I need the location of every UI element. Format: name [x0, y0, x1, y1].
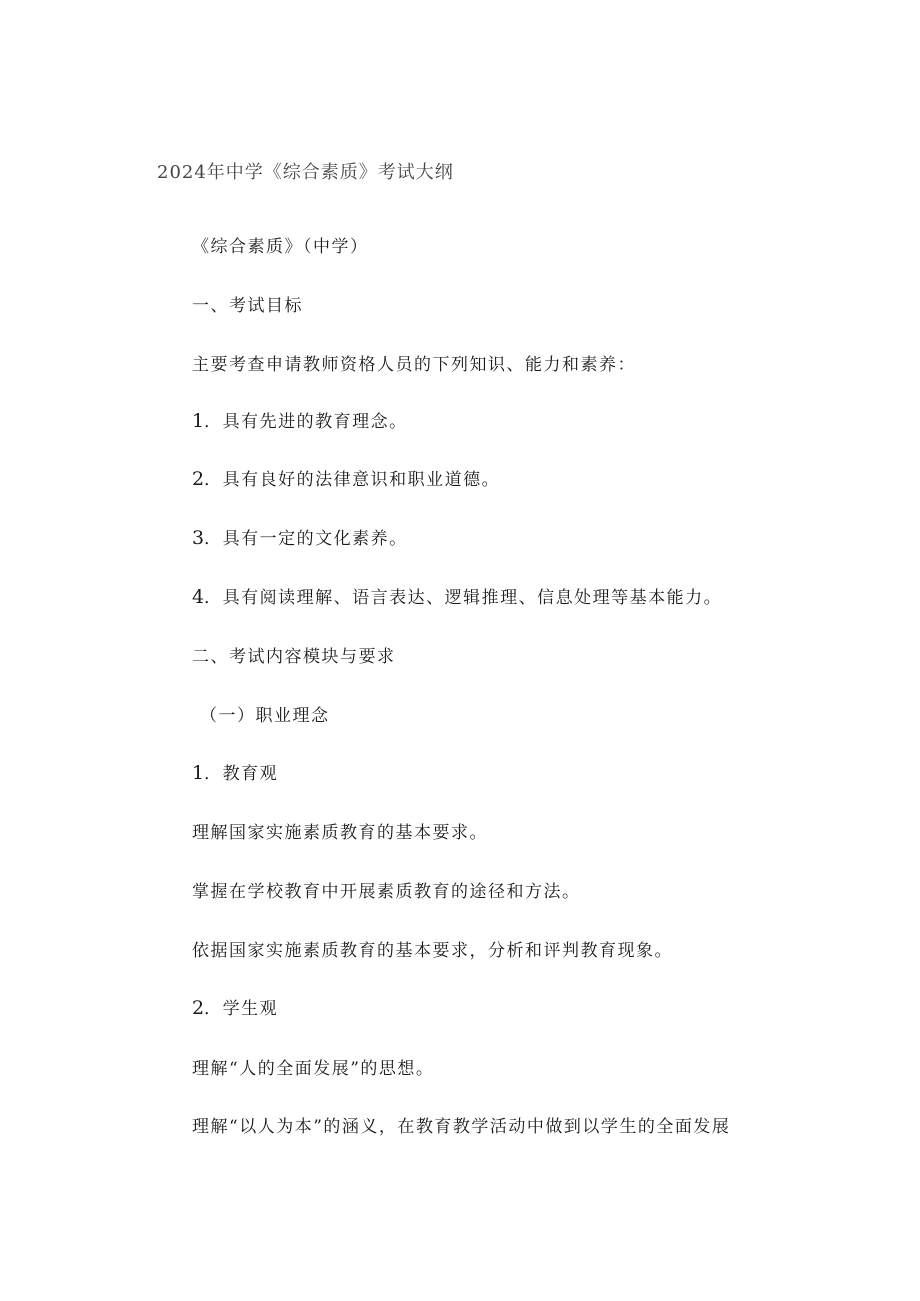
- section-heading-exam-goals: 一、考试目标: [192, 296, 303, 316]
- goal-item: [192, 465, 500, 490]
- goal-text: ．具有一定的文化素养。: [204, 529, 408, 549]
- sub-item-heading: [192, 994, 278, 1019]
- paragraph-line: 依据国家实施素质教育的基本要求，分析和评判教育现象。: [192, 941, 673, 961]
- module-heading-professional-philosophy: （一）职业理念: [200, 706, 330, 726]
- goal-text: ．具有阅读理解、语言表达、逻辑推理、信息处理等基本能力。: [204, 588, 723, 608]
- exam-goals-intro: 主要考查申请教师资格人员的下列知识、能力和素养：: [192, 355, 636, 375]
- sub-item-text: ．教育观: [204, 764, 279, 784]
- paragraph-line: 理解“以人为本”的涵义，在教育教学活动中做到以学生的全面发展: [192, 1117, 731, 1137]
- paragraph-line: 掌握在学校教育中开展素质教育的途径和方法。: [192, 882, 581, 902]
- goal-item: [192, 583, 722, 608]
- paragraph-line: 理解“人的全面发展”的思想。: [192, 1059, 435, 1079]
- sub-item-number: 2: [192, 997, 205, 1019]
- goal-number: 1: [192, 410, 205, 432]
- goal-item: [192, 524, 408, 549]
- goal-number: 3: [192, 527, 205, 549]
- goal-number: 4: [192, 586, 205, 608]
- paragraph-line: 理解国家实施素质教育的基本要求。: [192, 823, 488, 843]
- sub-item-heading: [192, 759, 278, 784]
- sub-item-text: ．学生观: [204, 999, 279, 1019]
- subtitle: 《综合素质》（中学）: [192, 237, 369, 257]
- goal-number: 2: [192, 468, 205, 490]
- section-heading-content-modules: 二、考试内容模块与要求: [192, 647, 396, 667]
- document-title: 2024年中学《综合素质》考试大纲: [157, 162, 454, 183]
- goal-text: ．具有良好的法律意识和职业道德。: [204, 470, 501, 490]
- sub-item-number: 1: [192, 762, 205, 784]
- goal-text: ．具有先进的教育理念。: [204, 412, 408, 432]
- goal-item: [192, 407, 408, 432]
